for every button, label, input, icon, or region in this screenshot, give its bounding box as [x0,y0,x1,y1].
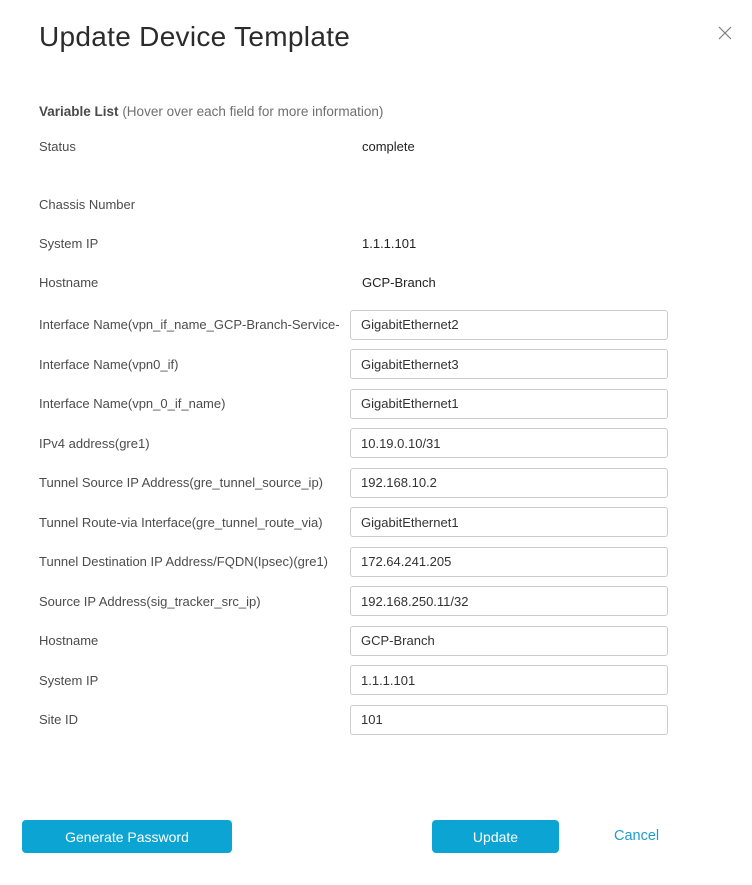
field-row-interface-name-vpn0-if [0,345,752,385]
hostname-input[interactable] [350,626,668,656]
system-ip-input[interactable] [350,665,668,695]
system-ip-value: 1.1.1.101 [362,236,417,251]
field-row-hostname-static [0,263,752,302]
field-label: Interface Name(vpn_0_if_name) [39,396,226,412]
generate-password-button[interactable]: Generate Password [22,820,232,853]
hostname-value: GCP-Branch [362,275,436,290]
ipv4-address-gre1-input[interactable] [350,428,668,458]
field-row-interface-name-vpn-0-if-name [0,384,752,424]
field-row-status [0,127,752,166]
update-device-template-dialog [0,20,752,885]
field-row-tunnel-destination-ip [0,542,752,582]
field-row-site-id [0,700,752,740]
field-label: Tunnel Source IP Address(gre_tunnel_source_ip) [39,475,324,491]
tunnel-source-ip-input[interactable] [350,468,668,498]
field-label: Site ID [39,712,79,728]
field-row-tunnel-source-ip [0,463,752,503]
field-label: Source IP Address(sig_tracker_src_ip) [39,593,261,609]
field-label: Status [39,139,76,154]
field-label: System IP [39,672,99,688]
field-row-chassis-number [0,185,752,224]
variable-list-label: Variable List [39,104,119,119]
field-row-system-ip-static [0,224,752,263]
field-row-system-ip-input [0,661,752,701]
field-row-ipv4-address-gre1 [0,424,752,464]
site-id-input[interactable] [350,705,668,735]
field-label: System IP [39,236,99,251]
field-label: Chassis Number [39,197,136,212]
field-label: Tunnel Destination IP Address/FQDN(Ipsec)(gre1) [39,554,329,570]
update-button[interactable]: Update [432,820,559,853]
dialog-footer [0,820,752,854]
tunnel-route-via-input[interactable] [350,507,668,537]
status-value: complete [362,139,415,154]
field-row-source-ip-tracker [0,582,752,622]
interface-name-vpn0-if-input[interactable] [350,349,668,379]
close-icon[interactable] [717,26,733,42]
source-ip-tracker-input[interactable] [350,586,668,616]
field-row-interface-name-service [0,305,752,345]
cancel-button[interactable]: Cancel [614,828,660,844]
interface-name-vpn-0-if-name-input[interactable] [350,389,668,419]
interface-name-service-input[interactable] [350,310,668,340]
field-label: IPv4 address(gre1) [39,435,150,451]
field-label: Hostname [39,633,99,649]
field-label: Interface Name(vpn_if_name_GCP-Branch-Service- [39,317,340,333]
field-label: Tunnel Route-via Interface(gre_tunnel_route_via) [39,514,323,530]
field-label: Hostname [39,275,99,290]
field-row-tunnel-route-via [0,503,752,543]
variable-list-hint: (Hover over each field for more information) [122,104,384,119]
variable-list [0,127,752,740]
page-title: Update Device Template [39,21,351,52]
tunnel-destination-ip-input[interactable] [350,547,668,577]
variable-list-heading [39,103,752,121]
field-row-hostname-input [0,621,752,661]
field-label: Interface Name(vpn0_if) [39,356,179,372]
